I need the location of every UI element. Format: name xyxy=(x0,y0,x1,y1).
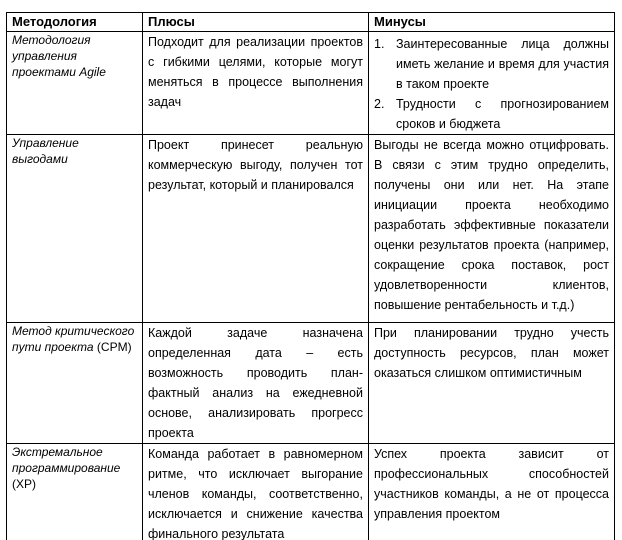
list-number: 2. xyxy=(374,97,385,111)
cons-cell: Выгоды не всегда можно отцифровать. В связи с этим трудно определить, получены они или нет. На этапе инициации проекта необходимо разработать эффективные показатели оценки результатов проекта (например, сокращение срока поставок, рост удовлетворенности клиентов, повышение рентабельность и т.д.) xyxy=(369,135,615,323)
cons-list-item xyxy=(374,34,609,94)
list-number: 1. xyxy=(374,37,385,51)
method-cell xyxy=(7,323,143,444)
header-pros: Плюсы xyxy=(143,13,369,32)
method-name: Экстремальное программирование xyxy=(12,445,121,475)
table-row xyxy=(7,135,615,323)
method-cell xyxy=(7,444,143,540)
cons-cell: При планировании трудно учесть доступность ресурсов, план может оказаться слишком оптимистичным xyxy=(369,323,615,444)
table-row xyxy=(7,323,615,444)
list-text: Трудности с прогнозированием сроков и бюджета xyxy=(396,97,609,131)
pros-cell: Проект принесет реальную коммерческую выгоду, получен тот результат, который и планировался xyxy=(143,135,369,323)
header-cons: Минусы xyxy=(369,13,615,32)
cons-list xyxy=(374,34,609,134)
header-row xyxy=(7,13,615,32)
table-row xyxy=(7,444,615,540)
method-cell xyxy=(7,32,143,135)
table-row xyxy=(7,32,615,135)
pros-cell: Каждой задаче назначена определенная дата – есть возможность проводить план-фактный анализ на ежедневной основе, анализировать прогресс проекта xyxy=(143,323,369,444)
method-abbreviation: (XP) xyxy=(12,477,36,491)
cons-cell: Успех проекта зависит от профессиональных способностей участников команды, а не от процесса управления проектом xyxy=(369,444,615,540)
method-name: Управление выгодами xyxy=(12,136,79,166)
cons-cell xyxy=(369,32,615,135)
method-name: Методология управления проектами Agile xyxy=(12,33,106,79)
pros-cell: Подходит для реализации проектов с гибкими целями, которые могут меняться в процессе выполнения задач xyxy=(143,32,369,135)
header-methodology: Методология xyxy=(7,13,143,32)
method-cell xyxy=(7,135,143,323)
list-text: Заинтересованные лица должны иметь желание и время для участия в таком проекте xyxy=(396,37,609,91)
methodology-comparison-table xyxy=(6,12,615,540)
cons-list-item xyxy=(374,94,609,134)
method-abbreviation: (CPM) xyxy=(96,340,132,354)
pros-cell: Команда работает в равномерном ритме, что исключает выгорание членов команды, соответственно, исключается и снижение качества финального результата xyxy=(143,444,369,540)
method-name: Метод критического пути проекта xyxy=(12,324,135,354)
